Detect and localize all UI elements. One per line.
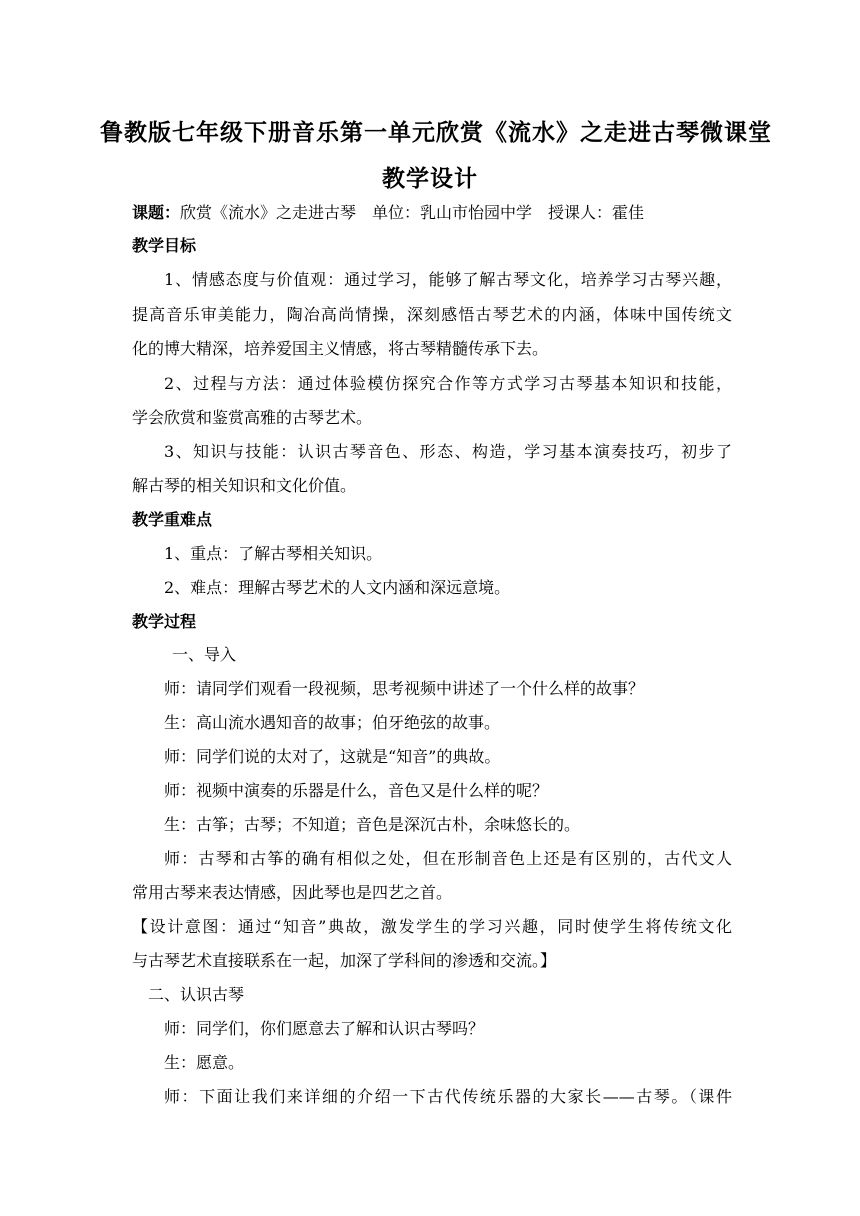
dialogue-line: 师：同学们说的太对了，这就是“知音”的典故。 <box>164 747 501 766</box>
dialogue-line: 师：请同学们观看一段视频，思考视频中讲述了一个什么样的故事？ <box>164 679 645 698</box>
dialogue-line: 师：下面让我们来详细的介绍一下古代传统乐器的大家长——古琴。（课件 <box>164 1087 732 1106</box>
objective-3-line2: 解古琴的相关知识和文化价值。 <box>132 476 357 495</box>
dialogue-paragraph-line1: 师：古琴和古筝的确有相似之处，但在形制音色上还是有区别的，古代文人 <box>164 849 732 868</box>
design-intent-line1: 【设计意图：通过“知音”典故，激发学生的学习兴趣，同时使学生将传统文化 <box>132 917 732 936</box>
lesson-meta-text: 欣赏《流水》之走进古琴 单位：乳山市怡园中学 授课人：霍佳 <box>180 203 645 222</box>
dialogue-paragraph-line2: 常用古琴来表达情感，因此琴也是四艺之首。 <box>132 883 453 902</box>
objective-1-line1: 1、情感态度与价值观：通过学习，能够了解古琴文化，培养学习古琴兴趣， <box>164 270 732 289</box>
dialogue-line: 生：愿意。 <box>164 1053 245 1072</box>
document-title-line2: 教学设计 <box>382 166 478 192</box>
dialogue-line: 师：同学们，你们愿意去了解和认识古琴吗？ <box>164 1019 485 1038</box>
objectives-heading: 教学目标 <box>132 236 197 255</box>
process-heading: 教学过程 <box>132 612 197 631</box>
objective-2-line2: 学会欣赏和鉴赏高雅的古琴艺术。 <box>132 408 373 427</box>
key-point-2: 2、难点：理解古琴艺术的人文内涵和深远意境。 <box>164 578 511 597</box>
dialogue-line: 师：视频中演奏的乐器是什么，音色又是什么样的呢？ <box>164 781 549 800</box>
lesson-meta-label: 课题： <box>132 203 181 222</box>
design-intent-line2: 与古琴艺术直接联系在一起，加深了学科间的渗透和交流。】 <box>132 951 557 970</box>
lesson-meta <box>132 203 732 223</box>
document-title-line1: 鲁教版七年级下册音乐第一单元欣赏《流水》之走进古琴微课堂 <box>100 120 772 146</box>
dialogue-line: 生：高山流水遇知音的故事；伯牙绝弦的故事。 <box>164 713 501 732</box>
objective-2-line1: 2、过程与方法：通过体验模仿探究合作等方式学习古琴基本知识和技能， <box>164 374 732 393</box>
objective-3-line1: 3、知识与技能：认识古琴音色、形态、构造，学习基本演奏技巧，初步了 <box>164 442 732 461</box>
objective-1-line2: 提高音乐审美能力，陶冶高尚情操，深刻感悟古琴艺术的内涵，体味中国传统文 <box>132 305 732 324</box>
section-1-title: 一、导入 <box>172 645 237 664</box>
section-2-title: 二、认识古琴 <box>148 985 245 1004</box>
objective-1-line3: 化的博大精深，培养爱国主义情感，将古琴精髓传承下去。 <box>132 339 549 358</box>
key-points-heading: 教学重难点 <box>132 510 213 529</box>
dialogue-line: 生：古筝；古琴；不知道；音色是深沉古朴，余味悠长的。 <box>164 815 581 834</box>
key-point-1: 1、重点：了解古琴相关知识。 <box>164 544 383 563</box>
